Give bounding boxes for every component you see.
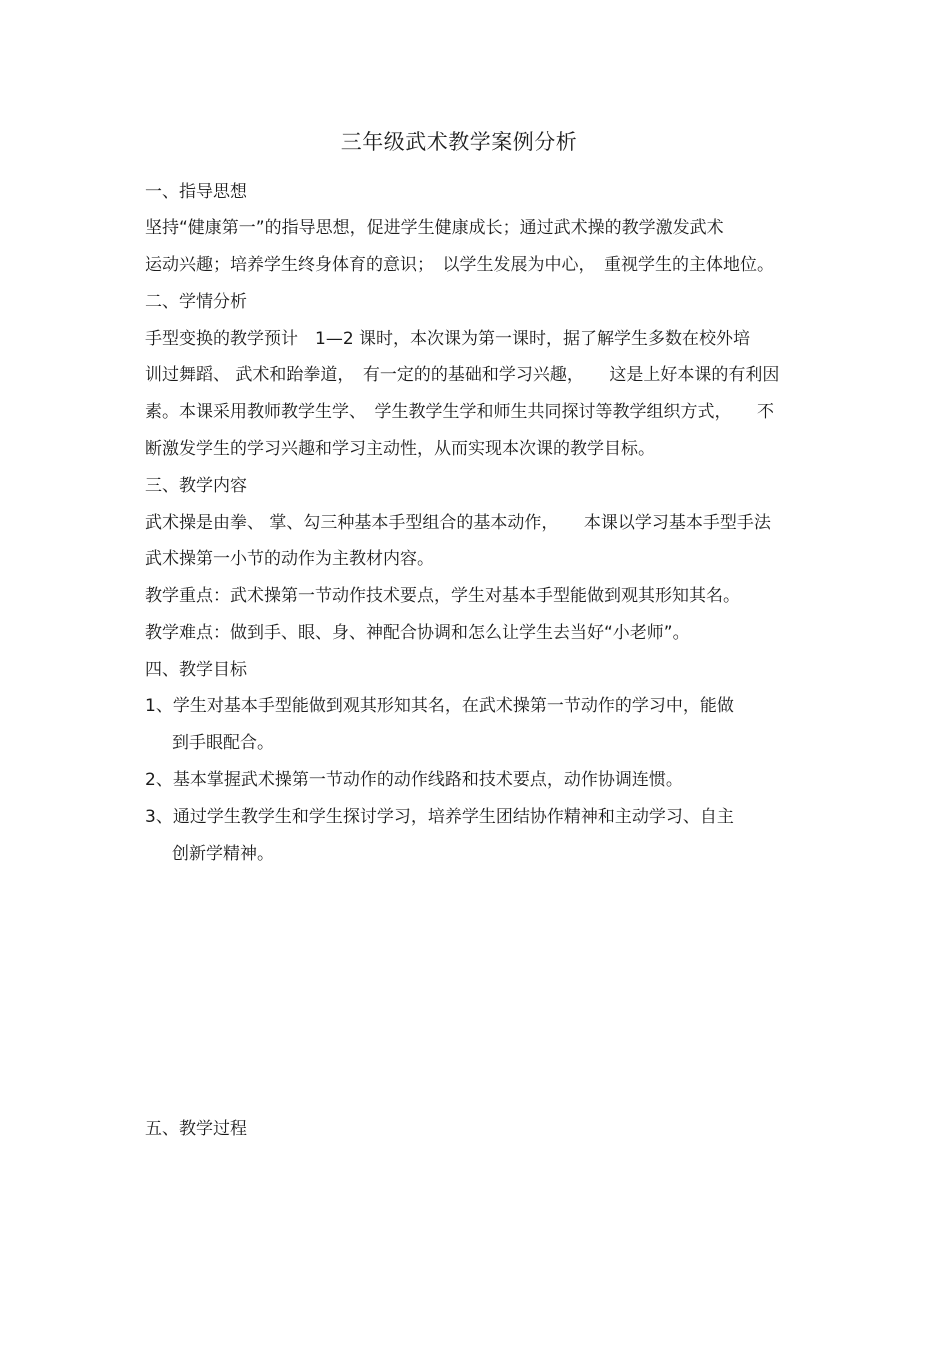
section-heading-teaching-process: 五、教学过程 (145, 1119, 247, 1139)
paragraph-line: 素。本课采用教师教学生学、 学生教学生学和师生共同探讨等教学组织方式， 不 (145, 402, 774, 422)
teaching-difficulty: 教学难点：做到手、眼、身、神配合协调和怎么让学生去当好“小老师”。 (145, 623, 690, 643)
goal-item: 3、通过学生教学生和学生探讨学习，培养学生团结协作精神和主动学习、自主 (145, 807, 734, 827)
goal-item-continuation: 到手眼配合。 (172, 733, 274, 753)
paragraph-line: 武术操第一小节的动作为主教材内容。 (145, 549, 434, 569)
goal-item: 1、学生对基本手型能做到观其形知其名，在武术操第一节动作的学习中，能做 (145, 696, 734, 716)
section-heading-guiding-thought: 一、指导思想 (145, 182, 247, 202)
document-title: 三年级武术教学案例分析 (340, 130, 578, 154)
goal-item: 2、基本掌握武术操第一节动作的动作线路和技术要点，动作协调连惯。 (145, 770, 683, 790)
paragraph-line: 手型变换的教学预计 1—2 课时，本次课为第一课时，据了解学生多数在校外培 (145, 329, 751, 349)
goal-item-continuation: 创新学精神。 (172, 844, 274, 864)
paragraph-line: 训过舞蹈、 武术和跆拳道， 有一定的的基础和学习兴趣， 这是上好本课的有利因 (145, 365, 780, 385)
section-heading-teaching-content: 三、教学内容 (145, 476, 247, 496)
paragraph-line: 断激发学生的学习兴趣和学习主动性，从而实现本次课的教学目标。 (145, 439, 655, 459)
paragraph-line: 坚持“健康第一”的指导思想，促进学生健康成长；通过武术操的教学激发武术 (145, 218, 724, 238)
paragraph-line: 武术操是由拳、 掌、勾三种基本手型组合的基本动作， 本课以学习基本手型手法 (145, 513, 771, 533)
teaching-key-point: 教学重点：武术操第一节动作技术要点，学生对基本手型能做到观其形知其名。 (145, 586, 740, 606)
section-heading-student-analysis: 二、学情分析 (145, 292, 247, 312)
section-heading-teaching-goals: 四、教学目标 (145, 660, 247, 680)
paragraph-line: 运动兴趣；培养学生终身体育的意识； 以学生发展为中心， 重视学生的主体地位。 (145, 255, 774, 275)
